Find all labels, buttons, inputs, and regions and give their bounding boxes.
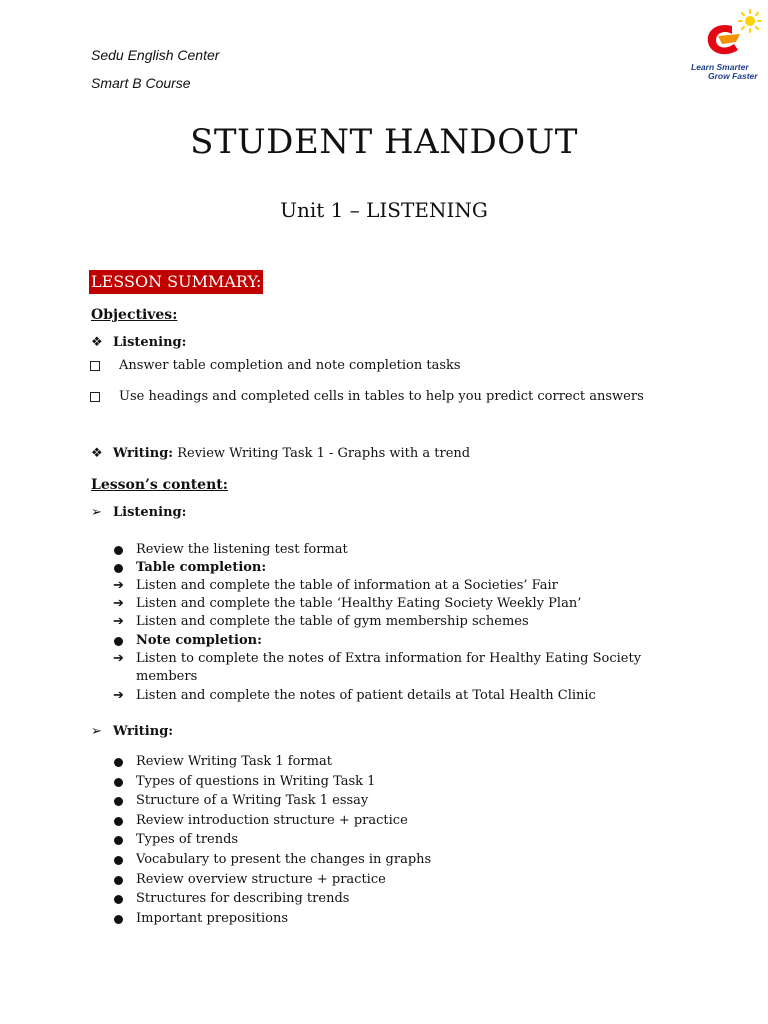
list-item: Listen to complete the notes of Extra information for Healthy Eating Society (136, 651, 642, 666)
list-item: Review introduction structure + practice (136, 813, 408, 828)
bullet-dot-icon (114, 778, 123, 787)
content-writing-label: Writing: (113, 724, 174, 739)
list-item: Types of trends (136, 832, 239, 847)
page-subtitle: Unit 1 – LISTENING (280, 198, 488, 222)
objectives-writing-label: Writing: (113, 446, 174, 461)
list-item: Structure of a Writing Task 1 essay (136, 793, 369, 808)
diamond-bullet-icon: ❖ (91, 335, 103, 350)
list-item: Listen and complete the table of gym membership schemes (136, 614, 529, 629)
list-item: Listen and complete the table of information at a Societies’ Fair (136, 578, 558, 593)
content-listening-label: Listening: (113, 505, 187, 520)
objectives-listening-label: Listening: (113, 335, 187, 350)
page-title: STUDENT HANDOUT (190, 122, 578, 162)
arrow-right-icon: ➔ (113, 596, 124, 611)
center-name: Sedu English Center (91, 47, 220, 63)
list-item: Table completion: (136, 560, 267, 575)
objectives-writing-text: Review Writing Task 1 - Graphs with a trend (173, 446, 471, 461)
diamond-bullet-icon: ❖ (91, 446, 103, 461)
bullet-dot-icon (114, 895, 123, 904)
list-item: Listen and complete the table ‘Healthy Eating Society Weekly Plan’ (136, 596, 582, 611)
course-name: Smart B Course (91, 75, 191, 91)
objectives-writing-line (113, 445, 470, 463)
lesson-summary-label: LESSON SUMMARY: (89, 270, 263, 294)
list-item: Review the listening test format (136, 542, 348, 557)
arrow-right-icon: ➔ (113, 614, 124, 629)
list-item: Vocabulary to present the changes in graphs (136, 852, 432, 867)
logo-tagline-2: Grow Faster (708, 71, 758, 81)
sedu-logo (688, 8, 766, 84)
arrowhead-bullet-icon: ➢ (91, 724, 102, 739)
objective-listening-item: Use headings and completed cells in tables to help you predict correct answers (119, 389, 644, 404)
arrow-right-icon: ➔ (113, 688, 124, 703)
list-item: Review overview structure + practice (136, 872, 386, 887)
bullet-dot-icon (114, 758, 123, 767)
list-item: Listen and complete the notes of patient details at Total Health Clinic (136, 688, 596, 703)
list-item-continuation: members (136, 669, 198, 684)
arrow-right-icon: ➔ (113, 651, 124, 666)
checkbox-icon (90, 361, 100, 371)
logo-tagline-1: Learn Smarter (691, 62, 749, 72)
list-item: Important prepositions (136, 911, 288, 926)
bullet-dot-icon (114, 564, 123, 573)
bullet-dot-icon (114, 546, 123, 555)
objective-listening-item: Answer table completion and note completion tasks (119, 358, 461, 373)
content-heading: Lesson’s content: (91, 477, 228, 493)
list-item: Review Writing Task 1 format (136, 754, 332, 769)
list-item: Structures for describing trends (136, 891, 350, 906)
arrowhead-bullet-icon: ➢ (91, 505, 102, 520)
bullet-dot-icon (114, 637, 123, 646)
objectives-heading: Objectives: (91, 307, 178, 323)
list-item: Note completion: (136, 633, 262, 648)
bullet-dot-icon (114, 876, 123, 885)
bullet-dot-icon (114, 915, 123, 924)
list-item: Types of questions in Writing Task 1 (136, 774, 376, 789)
arrow-right-icon: ➔ (113, 578, 124, 593)
bullet-dot-icon (114, 797, 123, 806)
bullet-dot-icon (114, 817, 123, 826)
logo-mark-icon (688, 8, 766, 64)
checkbox-icon (90, 392, 100, 402)
bullet-dot-icon (114, 836, 123, 845)
bullet-dot-icon (114, 856, 123, 865)
